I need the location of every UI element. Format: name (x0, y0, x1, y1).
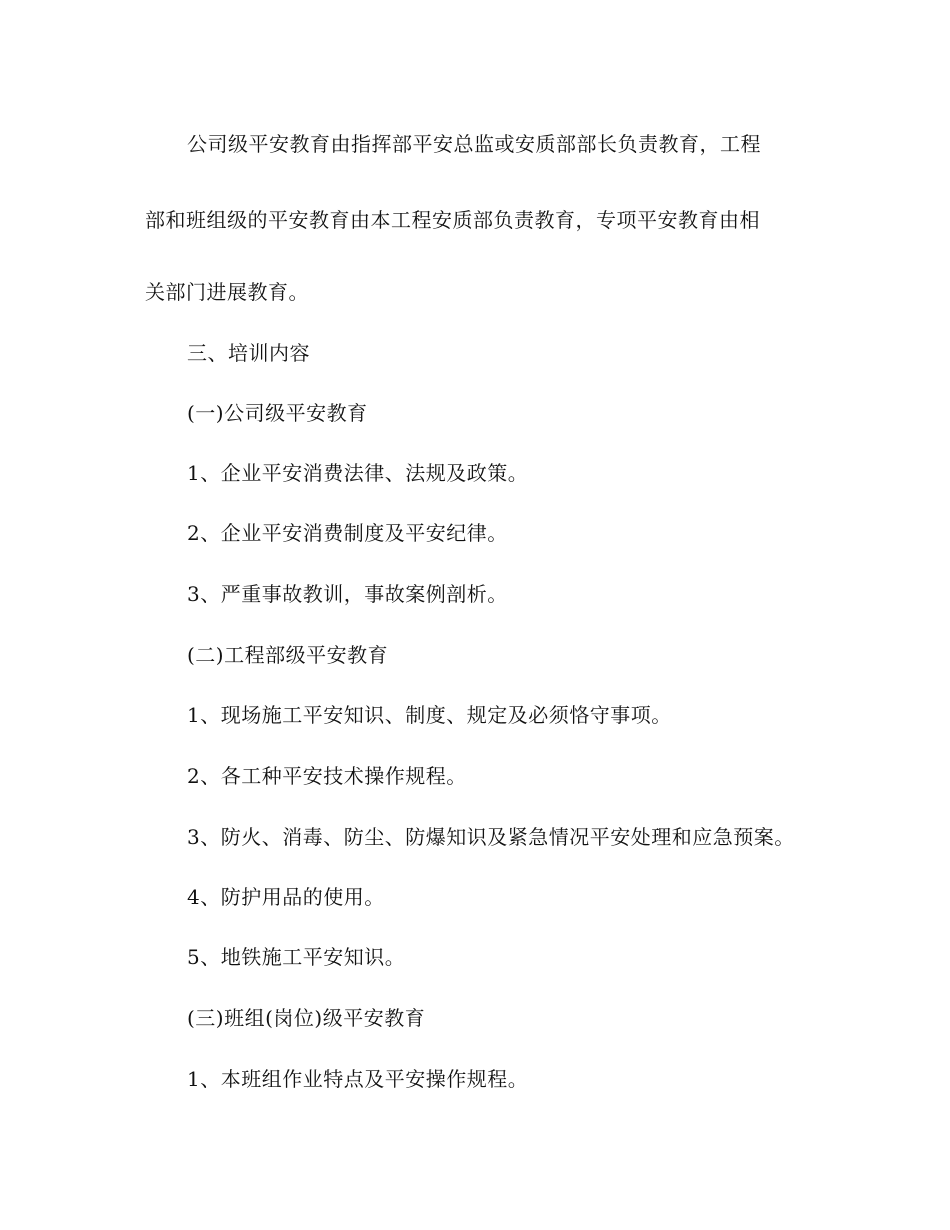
list-item: 4、防护用品的使用。 (187, 885, 385, 909)
paragraph-1-line-3: 关部门进展教育。 (145, 280, 309, 304)
list-item: 2、企业平安消费制度及平安纪律。 (187, 521, 508, 545)
list-item: 3、防火、消毒、防尘、防爆知识及紧急情况平安处理和应急预案。 (187, 825, 795, 849)
section-heading: 三、培训内容 (187, 341, 310, 365)
list-item: 2、各工种平安技术操作规程。 (187, 764, 467, 788)
subsection-heading-3: (三)班组(岗位)级平安教育 (187, 1006, 426, 1030)
list-item: 1、现场施工平安知识、制度、规定及必须恪守事项。 (187, 703, 672, 727)
list-item: 1、企业平安消费法律、法规及政策。 (187, 461, 529, 485)
list-item: 3、严重事故教训，事故案例剖析。 (187, 582, 508, 606)
list-item: 5、地铁施工平安知识。 (187, 945, 406, 969)
paragraph-1-line-2: 部和班组级的平安教育由本工程安质部负责教育，专项平安教育由相 (145, 208, 760, 232)
subsection-heading-2: (二)工程部级平安教育 (187, 643, 389, 667)
paragraph-1-line-1: 公司级平安教育由指挥部平安总监或安质部部长负责教育，工程 (187, 132, 761, 156)
list-item: 1、本班组作业特点及平安操作规程。 (187, 1067, 529, 1091)
subsection-heading-1: (一)公司级平安教育 (187, 401, 368, 425)
